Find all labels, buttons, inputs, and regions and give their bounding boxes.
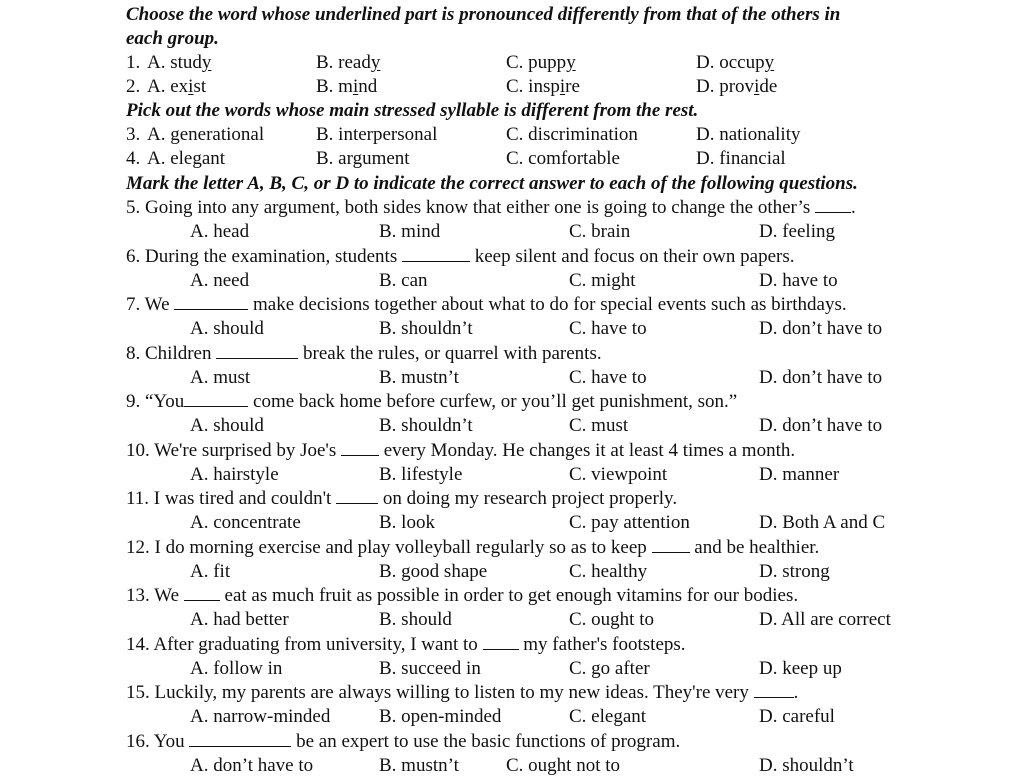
option-c: C. ought to [569,609,654,630]
option-a: A. must [190,367,251,388]
question-number: 3. [126,124,141,145]
question-stem: 12. I do morning exercise and play volleyball regularly so as to keep and be healthier. [126,537,820,558]
option-a: A. hairstyle [190,464,279,485]
option-d: D. feeling [759,221,835,242]
option-b: B. mustn’t [379,367,459,388]
answer-blank [402,246,470,262]
option-c: C. have to [569,367,647,388]
option-b: B. ready [316,52,381,73]
option-b: B. interpersonal [316,124,438,145]
question-number: 1. [126,52,141,73]
option-b: B. succeed in [379,658,481,679]
option-d: D. have to [759,270,838,291]
option-b: B. good shape [379,561,488,582]
answer-blank [652,537,690,553]
option-b: B. lifestyle [379,464,463,485]
section2-instruction: Pick out the words whose main stressed syllable is different from the rest. [126,100,699,121]
option-c: C. healthy [569,561,648,582]
option-b: B. shouldn’t [379,415,473,436]
option-d: D. nationality [696,124,801,145]
question-number: 4. [126,148,141,169]
option-b: B. argument [316,148,410,169]
question-stem: 15. Luckily, my parents are always willing to listen to my new ideas. They're very . [126,682,799,703]
option-b: B. shouldn’t [379,318,473,339]
option-d: D. don’t have to [759,367,883,388]
question-stem: 10. We're surprised by Joe's every Monday. He changes it at least 4 times a month. [126,440,796,461]
option-d: D. careful [759,706,835,727]
option-a: A. study [147,52,212,73]
option-a: A. follow in [190,658,283,679]
option-d: D. manner [759,464,840,485]
option-c: C. have to [569,318,647,339]
option-c: C. comfortable [506,148,620,169]
answer-blank [754,682,794,698]
answer-blank [815,197,851,213]
answer-blank [336,488,378,504]
option-d: D. Both A and C [759,512,886,533]
option-d: D. strong [759,561,830,582]
option-a: A. need [190,270,250,291]
section3-instruction: Mark the letter A, B, C, or D to indicate the correct answer to each of the following questions. [126,173,858,194]
answer-blank [174,294,248,310]
section1-instruction-line1: Choose the word whose underlined part is pronounced differently from that of the others in [126,4,841,25]
option-c: C. might [569,270,636,291]
option-d: D. occupy [696,52,775,73]
answer-blank [184,585,220,601]
option-b: B. mind [379,221,441,242]
option-c: C. pay attention [569,512,690,533]
option-b: B. mind [316,76,378,97]
option-d: D. shouldn’t [759,755,854,776]
answer-blank [216,343,298,359]
answer-blank [341,440,379,456]
question-stem: 14. After graduating from university, I want to my father's footsteps. [126,634,686,655]
question-stem: 16. You be an expert to use the basic functions of program. [126,731,681,752]
option-d: D. don’t have to [759,415,883,436]
question-stem: 6. During the examination, students keep silent and focus on their own papers. [126,246,795,267]
option-c: C. go after [569,658,650,679]
option-b: B. can [379,270,428,291]
option-c: C. puppy [506,52,576,73]
option-a: A. head [190,221,250,242]
option-c: C. ought not to [506,755,621,776]
option-c: C. brain [569,221,631,242]
option-a: A. narrow-minded [190,706,331,727]
option-a: A. exist [147,76,207,97]
option-d: D. don’t have to [759,318,883,339]
question-stem: 8. Children break the rules, or quarrel with parents. [126,343,602,364]
answer-blank [184,391,248,407]
option-d: D. financial [696,148,786,169]
option-c: C. must [569,415,629,436]
option-d: D. All are correct [759,609,891,630]
option-a: A. had better [190,609,289,630]
option-b: B. look [379,512,435,533]
option-a: A. concentrate [190,512,301,533]
question-stem: 5. Going into any argument, both sides know that either one is going to change the other’s . [126,197,856,218]
question-number: 2. [126,76,141,97]
option-a: A. elegant [147,148,226,169]
option-a: A. don’t have to [190,755,314,776]
option-a: A. fit [190,561,231,582]
answer-blank [189,731,291,747]
option-c: C. viewpoint [569,464,668,485]
option-b: B. should [379,609,452,630]
option-c: C. elegant [569,706,647,727]
option-a: A. should [190,415,264,436]
option-c: C. discrimination [506,124,638,145]
option-c: C. inspire [506,76,580,97]
option-b: B. mustn’t [379,755,459,776]
question-stem: 7. We make decisions together about what to do for special events such as birthdays. [126,294,847,315]
question-stem: 13. We eat as much fruit as possible in order to get enough vitamins for our bodies. [126,585,799,606]
option-b: B. open-minded [379,706,502,727]
option-d: D. keep up [759,658,842,679]
option-d: D. provide [696,76,778,97]
option-a: A. should [190,318,264,339]
option-a: A. generational [147,124,265,145]
question-stem: 9. “You come back home before curfew, or you’ll get punishment, son.” [126,391,738,412]
section1-instruction-line2: each group. [126,28,219,49]
question-stem: 11. I was tired and couldn't on doing my research project properly. [126,488,678,509]
answer-blank [483,634,519,650]
